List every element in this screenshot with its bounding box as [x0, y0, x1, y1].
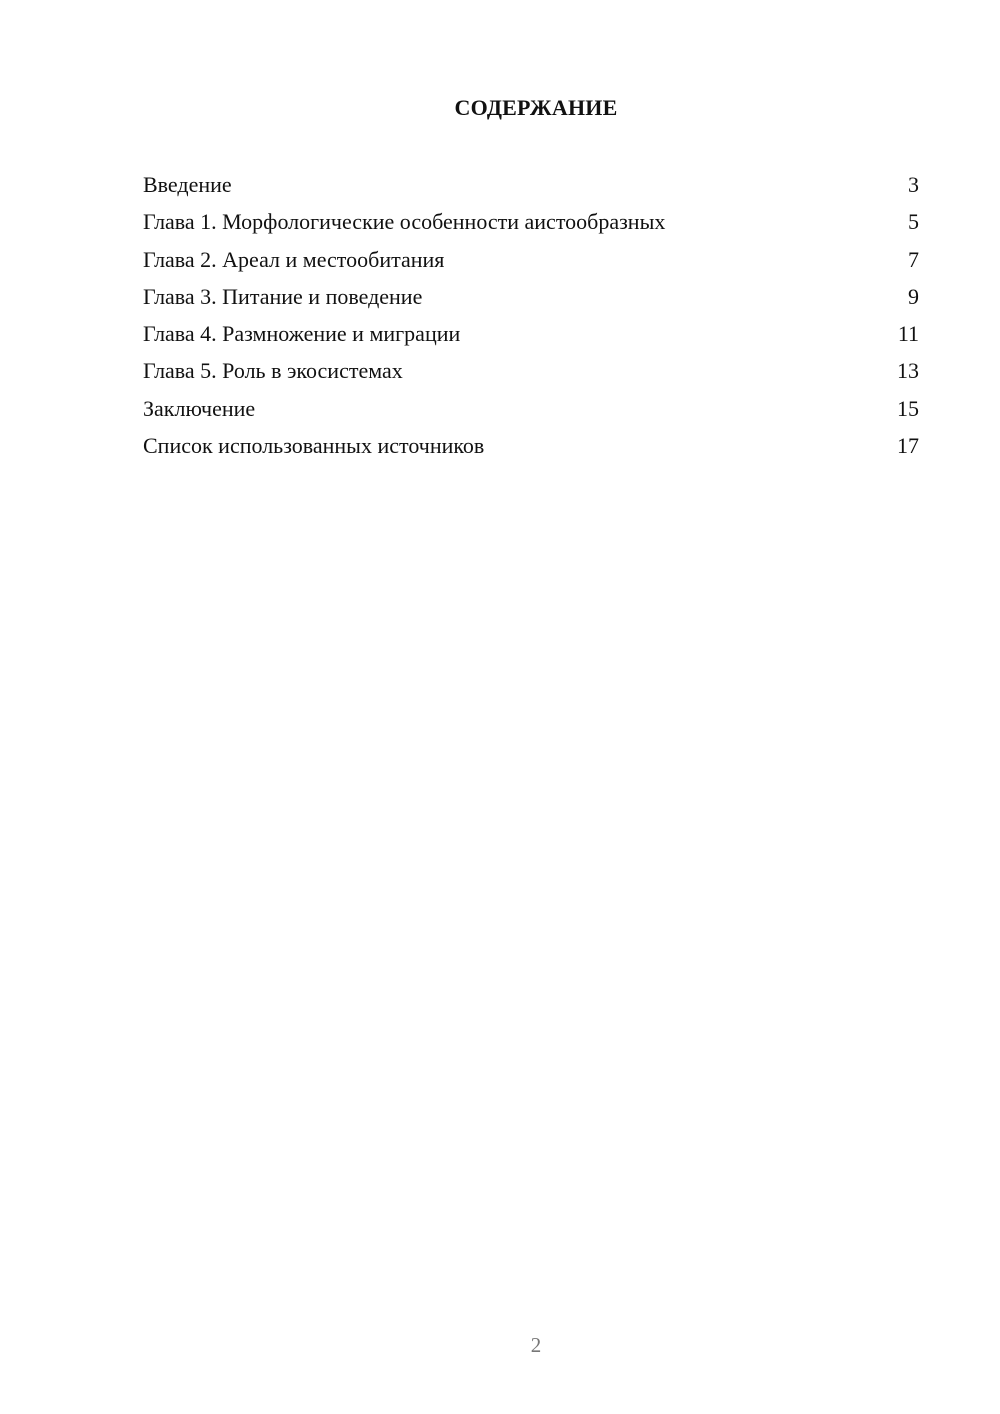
- toc-entry-label: Глава 1. Морфологические особенности аистообразных: [143, 209, 666, 235]
- toc-entry-chapter-2: [143, 245, 919, 282]
- page-number: 2: [530, 1333, 542, 1357]
- toc-entry-page-number: 5: [908, 209, 919, 235]
- toc-entry-chapter-1: [143, 207, 919, 244]
- toc-entry-label: Глава 2. Ареал и местообитания: [143, 246, 445, 272]
- toc-entry-chapter-3: [143, 282, 919, 319]
- toc-entry-label: Введение: [143, 172, 232, 197]
- toc-entry-label: Заключение: [143, 395, 256, 421]
- toc-entry-label: Список использованных источников: [143, 433, 485, 459]
- toc-entry-introduction: [143, 170, 919, 207]
- toc-entry-page-number: 9: [908, 283, 919, 309]
- toc-entry-conclusion: [143, 394, 919, 431]
- toc-entry-page-number: 3: [908, 172, 919, 197]
- toc-entry-references: [143, 431, 919, 468]
- page-title: СОДЕРЖАНИЕ: [454, 95, 618, 120]
- toc-entry-label: Глава 4. Размножение и миграции: [143, 321, 461, 347]
- toc-entry-page-number: 17: [897, 433, 919, 459]
- toc-entry-page-number: 15: [897, 395, 919, 421]
- toc-entry-page-number: 11: [897, 321, 919, 347]
- toc-entry-page-number: 13: [897, 358, 919, 384]
- table-of-contents: [143, 170, 919, 468]
- toc-entry-page-number: 7: [908, 246, 919, 272]
- toc-entry-chapter-5: [143, 356, 919, 393]
- toc-entry-label: Глава 3. Питание и поведение: [143, 283, 423, 309]
- toc-entry-chapter-4: [143, 319, 919, 356]
- toc-entry-label: Глава 5. Роль в экосистемах: [143, 358, 403, 384]
